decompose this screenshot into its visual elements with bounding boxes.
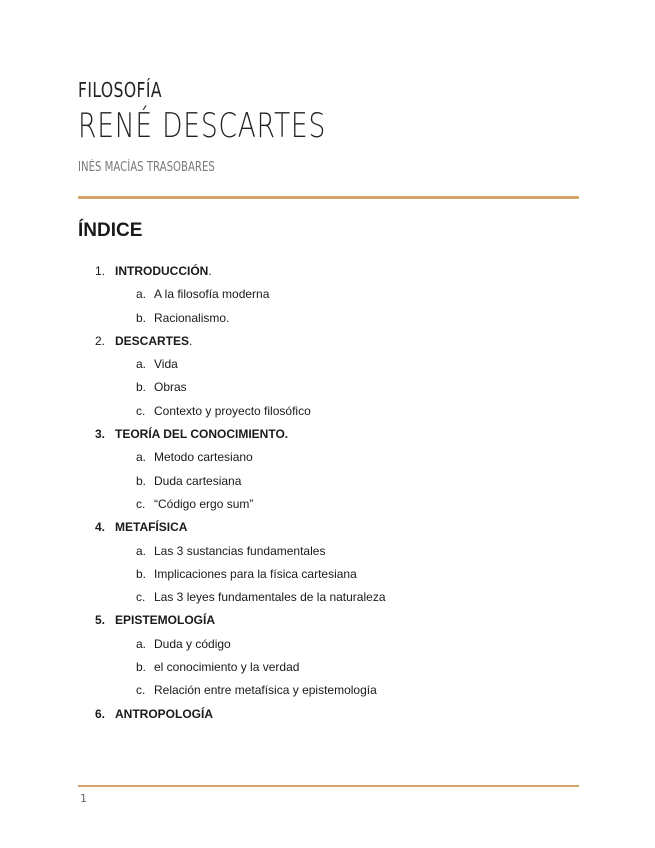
toc-subsection-label: Obras <box>154 380 187 395</box>
toc-section-item[interactable] <box>0 332 655 355</box>
toc-subsection-item[interactable] <box>0 495 655 518</box>
toc-subsection-letter: b. <box>136 380 147 395</box>
toc-subsection-letter: c. <box>136 496 146 511</box>
author-name: INÉS MACÍAS TRASOBARES <box>78 160 215 175</box>
toc-section-label <box>115 518 187 536</box>
toc-section-tail: . <box>189 333 193 348</box>
toc-subsection-letter: a. <box>136 543 147 558</box>
toc-subsection-letter: a. <box>136 287 147 302</box>
toc-subsection-label: Duda cartesiana <box>154 473 242 488</box>
toc-subsection-letter: b. <box>136 660 147 675</box>
toc-section-title: ANTROPOLOGÍA <box>115 706 213 721</box>
toc-section-tail: . <box>208 264 212 278</box>
toc-subsection-letter: c. <box>136 403 146 418</box>
toc-subsection-label: Las 3 leyes fundamentales de la naturaleza <box>154 590 386 605</box>
toc-subsection-item[interactable] <box>0 472 655 495</box>
index-heading: ÍNDICE <box>78 220 143 241</box>
subject-label: FILOSOFÍA <box>78 78 162 102</box>
toc-subsection-item[interactable] <box>0 448 655 471</box>
toc-subsection-label: Las 3 sustancias fundamentales <box>154 543 326 558</box>
toc-subsection-label: Implicaciones para la física cartesiana <box>154 566 357 581</box>
toc-subsection-label: Relación entre metafísica y epistemología <box>154 683 377 698</box>
toc-subsection-item[interactable] <box>0 565 655 588</box>
toc-section-title: TEORÍA DEL CONOCIMIENTO. <box>115 427 289 442</box>
toc-subsection-item[interactable] <box>0 658 655 681</box>
toc-subsection-item[interactable] <box>0 402 655 425</box>
toc-subsection-label: Duda y código <box>154 636 231 651</box>
toc-section-title: EPISTEMOLOGÍA <box>115 613 216 628</box>
toc-section-number: 3. <box>95 427 106 442</box>
toc-subsection-letter: b. <box>136 473 147 488</box>
toc-subsection-letter: c. <box>136 590 146 605</box>
toc-section-title: DESCARTES <box>115 333 190 348</box>
toc-section-number: 6. <box>95 706 106 721</box>
page-number: 1 <box>80 792 87 805</box>
toc-subsection-label: el conocimiento y la verdad <box>154 660 300 675</box>
toc-subsection-item[interactable] <box>0 588 655 611</box>
toc-subsection-letter: b. <box>136 566 147 581</box>
toc-section-number: 2. <box>95 333 106 348</box>
toc-subsection-letter: a. <box>136 636 147 651</box>
toc-section-title: INTRODUCCIÓN <box>115 264 209 278</box>
document-title: RENÉ DESCARTES <box>78 106 327 146</box>
toc-section-item[interactable] <box>0 518 655 541</box>
toc-section-title: METAFÍSICA <box>115 520 188 535</box>
toc-subsection-letter: a. <box>136 450 147 465</box>
toc-section-number: 1. <box>95 264 106 278</box>
toc-section-label <box>115 262 212 280</box>
toc-subsection-letter: b. <box>136 310 147 325</box>
toc-subsection-label: Racionalismo. <box>154 310 230 325</box>
toc-subsection-letter: a. <box>136 357 147 372</box>
header-divider <box>78 196 579 199</box>
toc-subsection-item[interactable] <box>0 681 655 704</box>
toc-subsection-label: Vida <box>154 357 178 372</box>
toc-subsection-label: Contexto y proyecto filosófico <box>154 403 311 418</box>
toc-subsection-label: A la filosofía moderna <box>154 287 270 302</box>
toc-section-item[interactable] <box>0 611 655 634</box>
toc-section-label <box>115 332 192 350</box>
toc-section-label <box>115 611 215 629</box>
toc-subsection-label: Metodo cartesiano <box>154 450 253 465</box>
toc-section-item[interactable] <box>0 705 655 728</box>
toc-subsection-item[interactable] <box>0 542 655 565</box>
table-of-contents <box>0 262 655 728</box>
toc-section-label <box>115 425 288 443</box>
toc-subsection-item[interactable] <box>0 635 655 658</box>
toc-subsection-letter: c. <box>136 683 146 698</box>
footer-divider <box>78 785 579 787</box>
toc-subsection-label: “Código ergo sum” <box>154 496 254 511</box>
toc-section-item[interactable] <box>0 262 655 285</box>
toc-section-label <box>115 705 213 723</box>
toc-section-number: 5. <box>95 613 106 628</box>
toc-subsection-item[interactable] <box>0 309 655 332</box>
toc-subsection-item[interactable] <box>0 355 655 378</box>
toc-subsection-item[interactable] <box>0 285 655 308</box>
toc-section-number: 4. <box>95 520 106 535</box>
toc-subsection-item[interactable] <box>0 378 655 401</box>
toc-section-item[interactable] <box>0 425 655 448</box>
